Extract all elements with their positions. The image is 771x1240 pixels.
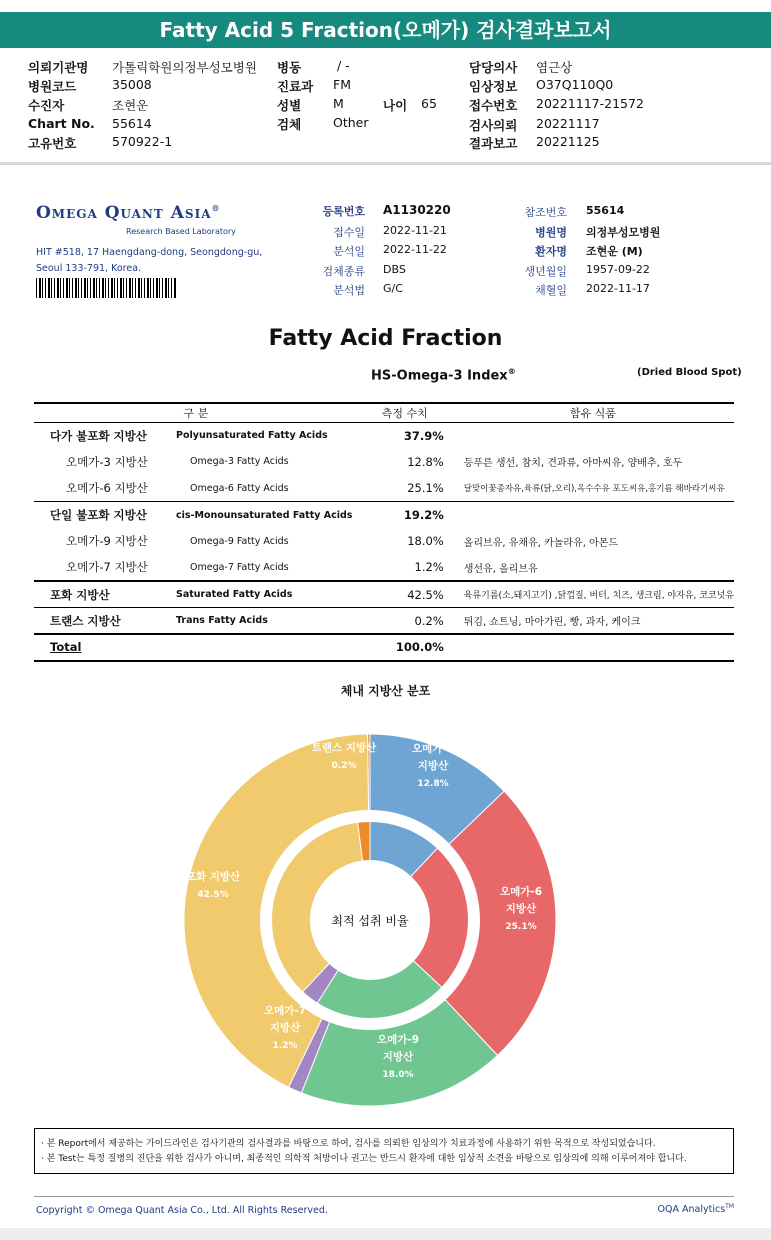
row-korean: 트랜스 지방산 [34, 608, 176, 635]
row-foods: 올리브유, 유채유, 카놀라유, 아몬드 [463, 537, 619, 549]
slice-label-2-1: 지방산 [382, 1051, 414, 1063]
request-label: 검사의뢰 [469, 118, 518, 133]
reg-value: A1130220 [383, 203, 451, 217]
sex-value: M [333, 96, 344, 111]
disclaimer-line-2: · 본 Test는 특정 질병의 진단을 위한 검사가 아니며, 최종적인 의학적 처방이나 권고는 반드시 환자에 대한 임상적 소견을 바탕으로 임상의에 의해 이루어져야 합니다. [41, 1154, 687, 1164]
id-value: 570922-1 [112, 134, 173, 149]
specimen-value: Other [333, 115, 369, 130]
disclaimer-line-1: · 본 Report에서 제공하는 가이드라인은 검사기관의 검사결과를 바탕으로 하여, 검사를 의뢰한 임상의가 치료과정에 사용하기 위한 목적으로 작성되었습니다. [41, 1139, 656, 1149]
dob-value: 1957-09-22 [586, 263, 650, 276]
row-value: 42.5% [358, 581, 452, 608]
row-english: Omega-6 Fatty Acids [190, 482, 289, 494]
row-foods: 튀김, 쇼트닝, 마아가린, 빵, 과자, 케이크 [452, 608, 734, 635]
center-label: 최적 섭취 비율 [331, 914, 409, 928]
row-foods: 등푸른 생선, 참치, 견과류, 아마씨유, 양배추, 호두 [463, 458, 683, 470]
lab-logo-subtitle: Research Based Laboratory [126, 227, 236, 236]
row-value: 18.0% [407, 534, 444, 549]
ref-value: 55614 [586, 204, 625, 217]
slice-label-1-1: 지방산 [505, 903, 537, 915]
receipt-value: 20221117-21572 [536, 96, 644, 111]
patient-name-value: 조현운 (M) [586, 245, 643, 258]
chart-value: 55614 [112, 116, 152, 131]
anal-value: 2022-11-22 [383, 243, 447, 256]
address-line-1: HIT #518, 17 Haengdang-dong, Seongdong-gu, [36, 247, 263, 258]
anal-label: 분석일 [333, 245, 365, 258]
slice-label-5-0: 트랜스 지방산 [311, 742, 377, 754]
report-title: Fatty Acid 5 Fraction(오메가) 검사결과보고서 [0, 12, 771, 48]
slice-label-3-2: 1.2% [272, 1041, 298, 1051]
dept-value: FM [333, 77, 351, 92]
row-korean: 오메가-7 지방산 [66, 560, 148, 575]
footer-divider [34, 1196, 734, 1197]
oqa-brand: OQA Analytics™ [657, 1203, 734, 1216]
row-korean: 다가 불포화 지방산 [34, 422, 176, 449]
slice-label-2-2: 18.0% [382, 1070, 414, 1080]
row-english: Saturated Fatty Acids [176, 581, 358, 608]
patient-value: 조현운 [112, 98, 149, 113]
slice-label-0-2: 12.8% [417, 779, 449, 789]
ward-label: 병동 [277, 60, 302, 75]
row-value: 12.8% [407, 454, 444, 469]
row-english: Omega-9 Fatty Acids [190, 535, 289, 547]
row-value: 25.1% [407, 481, 444, 495]
hosp-code-label: 병원코드 [28, 79, 77, 94]
dob-label: 생년월일 [524, 265, 567, 278]
chart-label: Chart No. [28, 116, 95, 131]
total-value: 100.0% [358, 634, 452, 661]
slice-label-0-0: 오메가-3 [411, 743, 455, 755]
row-value: 1.2% [414, 560, 444, 575]
method-label: 분석법 [333, 284, 365, 297]
row-korean: 오메가-9 지방산 [66, 534, 148, 549]
row-english: Polyunsaturated Fatty Acids [176, 422, 358, 449]
col-category: 구 분 [34, 403, 358, 422]
slice-label-5-1: 0.2% [331, 761, 357, 771]
recv-value: 2022-11-21 [383, 224, 447, 237]
clinical-label: 임상정보 [469, 79, 518, 94]
slice-label-3-0: 오메가-7 [263, 1005, 307, 1017]
row-korean: 오메가-6 지방산 [66, 481, 148, 495]
col-value: 측정 수치 [358, 403, 452, 422]
specimen-label: 검체 [277, 117, 302, 132]
hosp-code-value: 35008 [112, 77, 152, 92]
dept-label: 진료과 [277, 79, 314, 94]
clinical-value: O37Q110Q0 [536, 77, 614, 92]
report-date-value: 20221125 [536, 134, 600, 149]
hosp-name-value: 의정부성모병원 [586, 226, 661, 239]
row-foods: 달맞이꽃종자유,육류(닭,오리),옥수수유 포도씨유,홍기름 해바라기씨유 [463, 484, 725, 494]
col-foods: 함유 식품 [452, 403, 734, 422]
index-title: HS-Omega-3 Index® [371, 367, 516, 384]
report-date-label: 결과보고 [469, 136, 518, 151]
draw-value: 2022-11-17 [586, 282, 650, 295]
row-value: 19.2% [358, 502, 452, 529]
receipt-label: 접수번호 [469, 98, 518, 113]
doctor-value: 염근상 [536, 60, 573, 75]
ref-label: 참조번호 [524, 206, 567, 219]
method-value: G/C [383, 282, 403, 295]
doctor-label: 담당의사 [469, 60, 518, 75]
specimen-note: (Dried Blood Spot) [637, 367, 742, 378]
spec-type-value: DBS [383, 263, 406, 276]
total-label: Total [34, 634, 176, 661]
patient-name-label: 환자명 [535, 245, 567, 258]
slice-label-0-1: 지방산 [417, 760, 449, 772]
fraction-title: Fatty Acid Fraction [268, 326, 503, 351]
row-english: Trans Fatty Acids [176, 608, 358, 635]
row-english: Omega-3 Fatty Acids [190, 456, 289, 468]
disclaimer-box [34, 1128, 734, 1174]
slice-label-1-2: 25.1% [505, 922, 537, 932]
slice-label-4-0: 포화 지방산 [185, 871, 241, 883]
age-value: 65 [421, 96, 437, 111]
patient-label: 수진자 [28, 98, 65, 113]
row-english: cis-Monounsaturated Fatty Acids [176, 502, 358, 529]
spec-type-label: 검체종류 [322, 265, 365, 278]
slice-label-1-0: 오메가-6 [499, 886, 543, 898]
id-label: 고유번호 [28, 136, 77, 151]
age-label: 나이 [383, 98, 408, 113]
copyright: Copyright © Omega Quant Asia Co., Ltd. All Rights Reserved. [36, 1205, 328, 1216]
chart-title: 체내 지방산 분포 [340, 684, 431, 698]
row-korean: 단일 불포화 지방산 [34, 502, 176, 529]
address-line-2: Seoul 133-791, Korea. [36, 263, 142, 274]
row-korean: 오메가-3 지방산 [66, 454, 148, 469]
row-english: Omega-7 Fatty Acids [190, 561, 289, 573]
row-foods: 생선유, 올리브유 [463, 563, 538, 575]
request-value: 20221117 [536, 116, 600, 131]
inst-value: 가톨릭학원의정부성모병원 [112, 60, 257, 75]
page-bottom [0, 1228, 771, 1240]
row-value: 37.9% [358, 422, 452, 449]
ward-value: / - [337, 58, 350, 73]
draw-label: 채혈일 [535, 284, 567, 297]
row-foods: 육류기름(소,돼지고기) ,닭껍질, 버터, 치즈, 생크림, 야자유, 코코넛유 [452, 581, 734, 608]
reg-label: 등록번호 [322, 205, 365, 218]
slice-label-4-1: 42.5% [197, 890, 229, 900]
row-value: 0.2% [358, 608, 452, 635]
recv-label: 접수일 [333, 226, 365, 239]
slice-label-3-1: 지방산 [269, 1022, 301, 1034]
hosp-name-label: 병원명 [535, 226, 567, 239]
lab-logo: Omega Quant Asia® [36, 203, 221, 223]
row-korean: 포화 지방산 [34, 581, 176, 608]
sex-label: 성별 [277, 98, 302, 113]
slice-label-2-0: 오메가-9 [376, 1034, 420, 1046]
inst-label: 의뢰기관명 [28, 60, 89, 75]
